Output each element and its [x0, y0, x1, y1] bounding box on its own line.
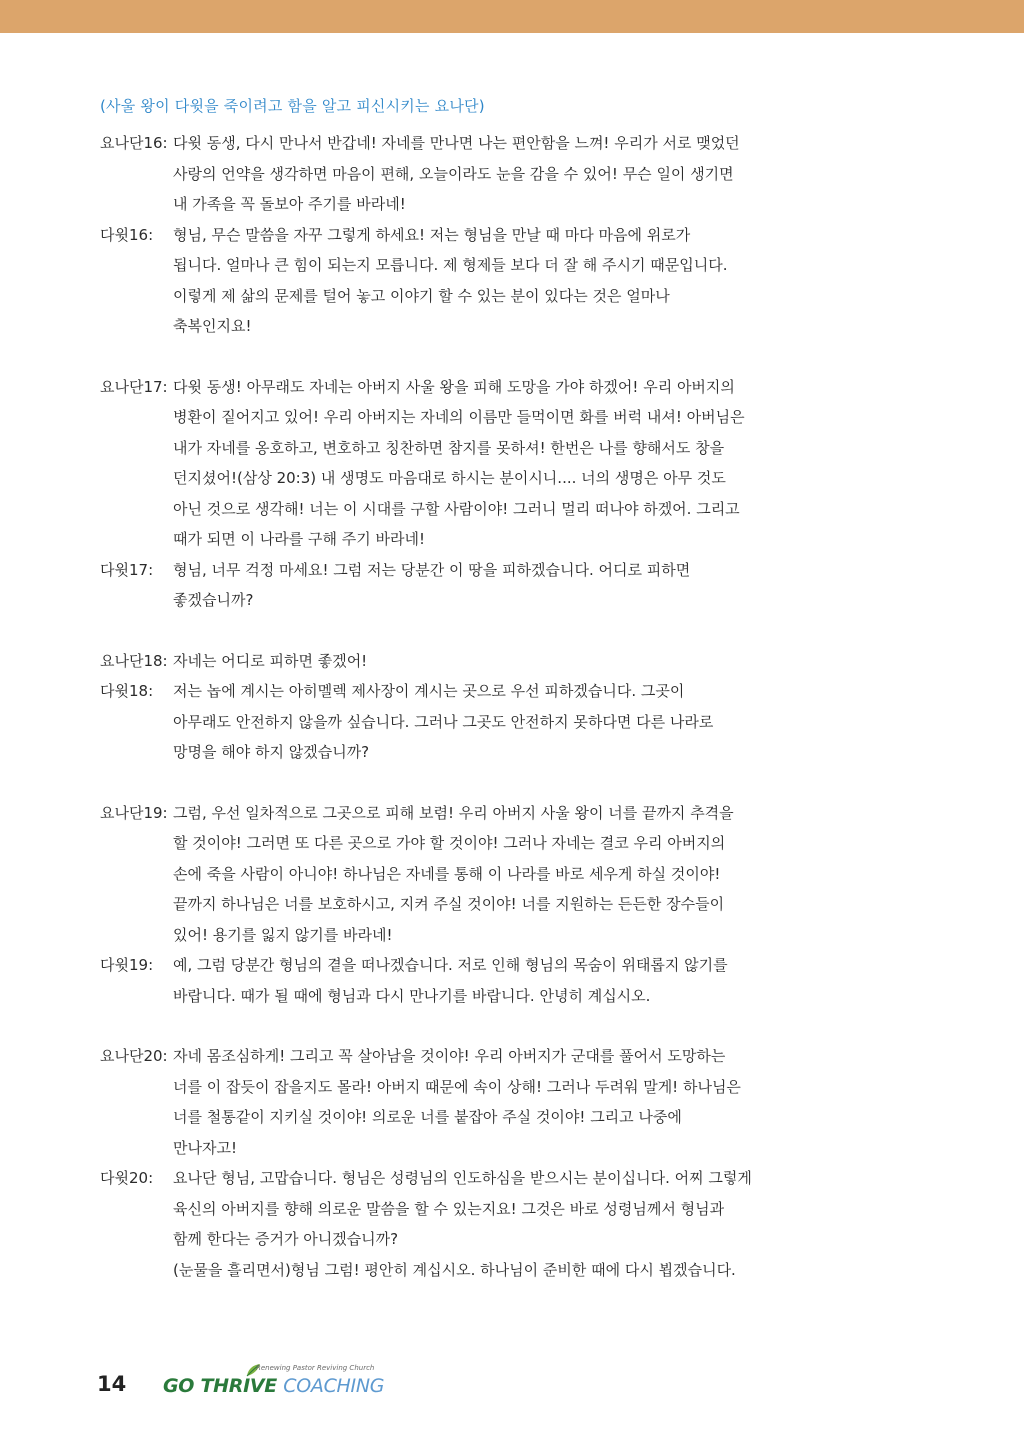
speaker-label: 요나단19:	[100, 803, 168, 822]
scene-heading: (사울 왕이 다윗을 죽이려고 함을 알고 피신시키는 요나단)	[100, 97, 485, 115]
dialogue-lines	[173, 128, 980, 220]
dialogue-lines	[173, 1041, 980, 1163]
dialogue-line: (눈물을 흘리면서)형님 그럼! 평안히 계십시오. 하나님이 준비한 때에 다시 뵙겠습니다.	[173, 1260, 736, 1279]
speaker-label: 다윗19:	[100, 956, 154, 974]
dialogue-line: 망명을 해야 하지 않겠습니까?	[173, 743, 370, 761]
dialogue-line: 그럼, 우선 일차적으로 그곳으로 피해 보렴! 우리 아버지 사울 왕이 너를 끝까지 추격을	[173, 803, 734, 822]
dialogue-line: 형님, 너무 걱정 마세요! 그럼 저는 당분간 이 땅을 피하겠습니다. 어디로 피하면	[173, 560, 691, 579]
dialogue-entry	[100, 1041, 980, 1163]
dialogue-lines	[173, 1163, 980, 1285]
dialogue-script	[100, 128, 980, 1285]
dialogue-line: 만나자고!	[173, 1138, 237, 1157]
dialogue-entry	[100, 676, 980, 768]
speaker-label: 다윗17:	[100, 560, 154, 579]
dialogue-line: 너를 철통같이 지키실 것이야! 의로운 너를 붙잡아 주실 것이야! 그리고 나중에	[173, 1108, 682, 1126]
dialogue-entry	[100, 128, 980, 220]
dialogue-lines	[173, 676, 980, 768]
dialogue-line: 병환이 짙어지고 있어! 우리 아버지는 자네의 이름만 들먹이면 화를 버럭 내셔! 아버님은	[173, 408, 745, 426]
dialogue-lines	[173, 372, 980, 555]
dialogue-lines	[173, 646, 980, 677]
speaker-label: 다윗20:	[100, 1169, 154, 1187]
dialogue-line: 형님, 무슨 말씀을 자꾸 그렇게 하세요! 저는 형님을 만날 때 마다 마음에 위로가	[173, 225, 691, 244]
dialogue-line: 던지셨어!(삼상 20:3) 내 생명도 마음대로 하시는 분이시니.... 너의 생명은 아무 것도	[173, 469, 726, 487]
dialogue-line: 있어! 용기를 잃지 않기를 바라네!	[173, 925, 393, 944]
logo-thrive-text: THRIVE	[200, 1375, 277, 1397]
dialogue-line: 때가 되면 이 나라를 구해 주기 바라네!	[173, 530, 425, 548]
dialogue-entry	[100, 950, 980, 1011]
dialogue-lines	[173, 220, 980, 342]
dialogue-line: 자네는 어디로 피하면 좋겠어!	[173, 651, 368, 670]
section-gap	[100, 342, 980, 372]
page-number: 14	[97, 1372, 127, 1396]
logo-coaching-text: COACHING	[283, 1375, 385, 1397]
dialogue-entry	[100, 798, 980, 951]
dialogue-line: 축복인지요!	[173, 317, 252, 335]
speaker-label: 요나단17:	[100, 377, 168, 396]
dialogue-line: 너를 이 잡듯이 잡을지도 몰라! 아버지 때문에 속이 상해! 그러나 두려워 말게! 하나님은	[173, 1077, 741, 1096]
dialogue-line: 끝까지 하나님은 너를 보호하시고, 지켜 주실 것이야! 너를 지원하는 든든한 장수들이	[173, 895, 725, 913]
dialogue-entry	[100, 646, 980, 677]
speaker-label: 요나단16:	[100, 134, 168, 152]
dialogue-line: 예, 그럼 당분간 형님의 곁을 떠나겠습니다. 저로 인해 형님의 목숨이 위태롭지 않기를	[173, 956, 728, 974]
logo-tagline: Renewing Pastor Reviving Church	[256, 1364, 375, 1372]
top-color-band	[0, 0, 1024, 33]
dialogue-line: 함께 한다는 증거가 아니겠습니까?	[173, 1230, 399, 1248]
speaker-label: 요나단20:	[100, 1047, 168, 1065]
speaker-label: 요나단18:	[100, 651, 168, 670]
dialogue-line: 아무래도 안전하지 않을까 싶습니다. 그러나 그곳도 안전하지 못하다면 다른 나라로	[173, 712, 714, 731]
dialogue-line: 다윗 동생! 아무래도 자네는 아버지 사울 왕을 피해 도망을 가야 하겠어! 우리 아버지의	[173, 377, 735, 396]
dialogue-entry	[100, 220, 980, 342]
dialogue-line: 사랑의 언약을 생각하면 마음이 편해, 오늘이라도 눈을 감을 수 있어! 무슨 일이 생기면	[173, 164, 734, 183]
go-thrive-coaching-logo	[163, 1362, 385, 1402]
logo-wordmark	[163, 1375, 384, 1397]
speaker-label: 다윗18:	[100, 682, 154, 700]
dialogue-line: 육신의 아버지를 향해 의로운 말씀을 할 수 있는지요! 그것은 바로 성령님께서 형님과	[173, 1199, 725, 1218]
logo-go-text: GO	[163, 1375, 195, 1397]
dialogue-line: 할 것이야! 그러면 또 다른 곳으로 가야 할 것이야! 그러나 자네는 결코 우리 아버지의	[173, 834, 726, 852]
dialogue-entry	[100, 372, 980, 555]
section-gap	[100, 768, 980, 798]
section-gap	[100, 616, 980, 646]
dialogue-line: 아닌 것으로 생각해! 너는 이 시대를 구할 사람이야! 그러니 멀리 떠나야 하겠어. 그리고	[173, 499, 740, 518]
dialogue-line: 손에 죽을 사람이 아니야! 하나님은 자네를 통해 이 나라를 바로 세우게 하실 것이야!	[173, 864, 721, 883]
dialogue-line: 됩니다. 얼마나 큰 힘이 되는지 모릅니다. 제 형제들 보다 더 잘 해 주시기 때문입니다.	[173, 256, 728, 274]
dialogue-line: 저는 놉에 계시는 아히멜렉 제사장이 계시는 곳으로 우선 피하겠습니다. 그곳이	[173, 682, 685, 700]
dialogue-line: 내 가족을 꼭 돌보아 주기를 바라네!	[173, 195, 406, 213]
dialogue-line: 내가 자네를 옹호하고, 변호하고 칭찬하면 참지를 못하셔! 한번은 나를 향해서도 창을	[173, 438, 725, 457]
dialogue-entry	[100, 1163, 980, 1285]
dialogue-lines	[173, 950, 980, 1011]
dialogue-lines	[173, 555, 980, 616]
dialogue-line: 바랍니다. 때가 될 때에 형님과 다시 만나기를 바랍니다. 안녕히 계십시오.	[173, 986, 651, 1005]
section-gap	[100, 1011, 980, 1041]
dialogue-line: 이렇게 제 삶의 문제를 털어 놓고 이야기 할 수 있는 분이 있다는 것은 얼마나	[173, 286, 670, 305]
speaker-label: 다윗16:	[100, 225, 154, 244]
dialogue-line: 좋겠습니까?	[173, 591, 254, 609]
dialogue-line: 다윗 동생, 다시 만나서 반갑네! 자네를 만나면 나는 편안함을 느껴! 우리가 서로 맺었던	[173, 134, 740, 152]
dialogue-line: 자네 몸조심하게! 그리고 꼭 살아남을 것이야! 우리 아버지가 군대를 풀어서 도망하는	[173, 1047, 726, 1065]
dialogue-lines	[173, 798, 980, 951]
dialogue-entry	[100, 555, 980, 616]
dialogue-line: 요나단 형님, 고맙습니다. 형님은 성령님의 인도하심을 받으시는 분이십니다. 어찌 그렇게	[173, 1169, 752, 1187]
